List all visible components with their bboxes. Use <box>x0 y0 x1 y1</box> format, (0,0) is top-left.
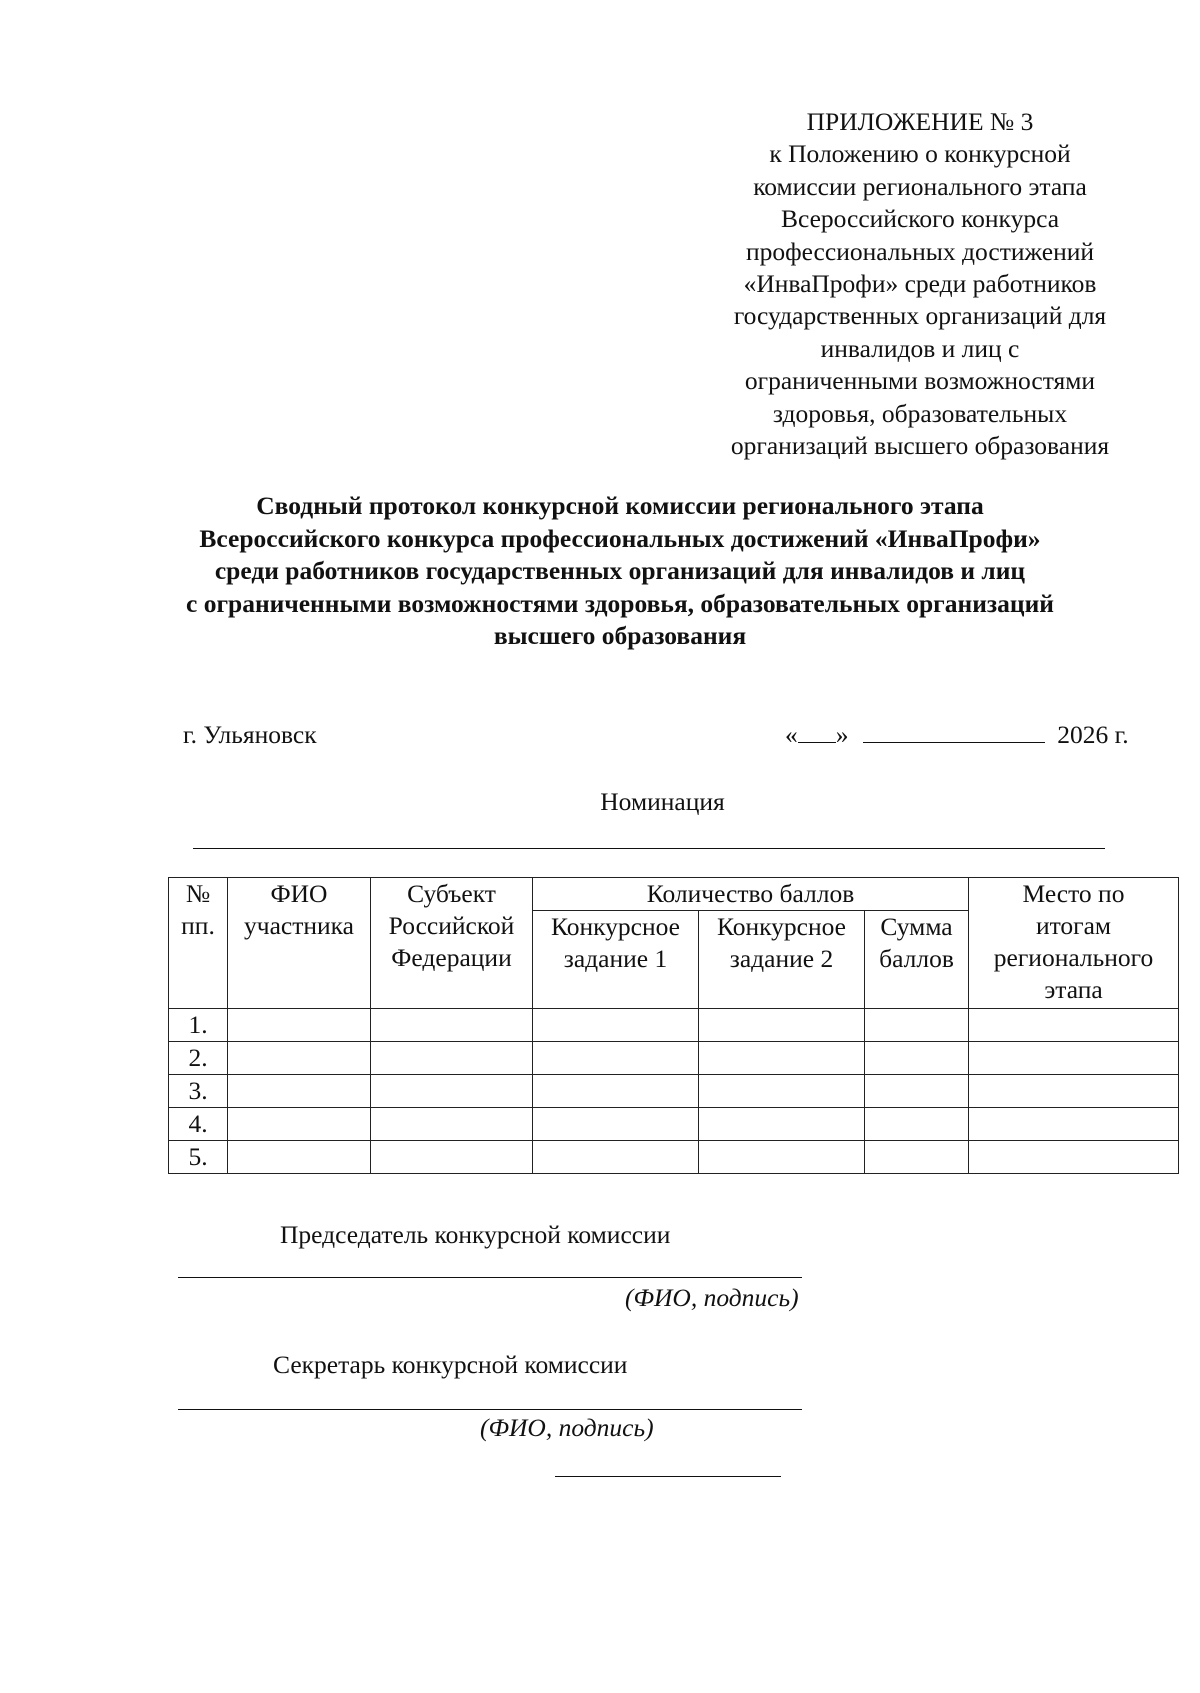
place-label: г. Ульяновск <box>183 720 317 749</box>
title-line: Всероссийского конкурса профессиональных достижений «ИнваПрофи» <box>199 523 1041 553</box>
table-row <box>169 1009 1179 1042</box>
cell-place[interactable] <box>969 1141 1179 1174</box>
header-text: итогам <box>1035 911 1112 940</box>
cell-task1[interactable] <box>533 1075 699 1108</box>
header-name <box>228 878 371 1009</box>
cell-sum[interactable] <box>865 1108 969 1141</box>
cell-name[interactable] <box>228 1042 371 1075</box>
results-table <box>168 877 1179 1174</box>
chairman-hint: (ФИО, подпись) <box>625 1283 799 1312</box>
cell-name[interactable] <box>228 1009 371 1042</box>
header-task2 <box>699 911 865 1009</box>
cell-name[interactable] <box>228 1075 371 1108</box>
table-row <box>169 1042 1179 1075</box>
row-number: 5. <box>169 1141 228 1174</box>
appendix-header <box>690 106 1150 462</box>
cell-name[interactable] <box>228 1141 371 1174</box>
cell-task2[interactable] <box>699 1009 865 1042</box>
header-text: Место по <box>1022 879 1125 908</box>
row-number: 4. <box>169 1108 228 1141</box>
cell-region[interactable] <box>371 1042 533 1075</box>
appendix-line: к Положению о конкурсной <box>769 139 1071 169</box>
chairman-label: Председатель конкурсной комиссии <box>280 1220 671 1249</box>
cell-region[interactable] <box>371 1075 533 1108</box>
title-line: Сводный протокол конкурсной комиссии регионального этапа <box>256 491 984 520</box>
appendix-line: ограниченными возможностями <box>744 366 1096 396</box>
cell-sum[interactable] <box>865 1009 969 1042</box>
appendix-line: организаций высшего образования <box>730 431 1110 461</box>
cell-task2[interactable] <box>699 1042 865 1075</box>
header-text: Федерации <box>391 943 512 972</box>
header-task1 <box>533 911 699 1009</box>
header-text: Конкурсное <box>550 912 680 941</box>
cell-sum[interactable] <box>865 1042 969 1075</box>
cell-task2[interactable] <box>699 1141 865 1174</box>
header-text: этапа <box>1044 975 1103 1004</box>
title-line: среди работников государственных организаций для инвалидов и лиц <box>214 556 1026 585</box>
date-open-quote: « <box>785 720 798 749</box>
appendix-line: Всероссийского конкурса <box>780 204 1060 234</box>
cell-place[interactable] <box>969 1108 1179 1141</box>
nomination-line[interactable] <box>193 848 1105 849</box>
header-text: задание 1 <box>563 944 668 973</box>
cell-place[interactable] <box>969 1075 1179 1108</box>
cell-sum[interactable] <box>865 1141 969 1174</box>
header-text: Российской <box>388 911 515 940</box>
date-line <box>785 720 1129 750</box>
secretary-label: Секретарь конкурсной комиссии <box>273 1350 628 1379</box>
cell-region[interactable] <box>371 1141 533 1174</box>
appendix-line: инвалидов и лиц с <box>820 333 1020 363</box>
header-text: № <box>185 879 211 908</box>
header-sum <box>865 911 969 1009</box>
date-close-quote: » <box>835 720 849 749</box>
row-number: 3. <box>169 1075 228 1108</box>
table-row <box>169 1141 1179 1174</box>
header-region <box>371 878 533 1009</box>
title-line: высшего образования <box>493 621 747 650</box>
cell-task1[interactable] <box>533 1042 699 1075</box>
appendix-line: «ИнваПрофи» среди работников <box>743 269 1097 299</box>
cell-place[interactable] <box>969 1009 1179 1042</box>
cell-task1[interactable] <box>533 1108 699 1141</box>
appendix-line: государственных организаций для <box>733 301 1107 331</box>
header-text: регионального <box>993 943 1154 972</box>
table-row <box>169 1108 1179 1141</box>
document-title <box>120 490 1120 653</box>
header-text: участника <box>244 911 354 940</box>
month-blank[interactable] <box>863 720 1045 743</box>
header-text: ФИО <box>270 879 328 908</box>
appendix-line: комиссии регионального этапа <box>753 171 1087 201</box>
appendix-line: профессиональных достижений <box>745 236 1095 266</box>
secretary-signature-line[interactable] <box>178 1409 802 1410</box>
header-text: Субъект <box>407 879 496 908</box>
cell-sum[interactable] <box>865 1075 969 1108</box>
header-points-group <box>533 878 969 911</box>
header-text: Сумма <box>880 912 953 941</box>
header-text: Количество баллов <box>646 879 855 908</box>
header-text: Конкурсное <box>716 912 846 941</box>
row-number: 2. <box>169 1042 228 1075</box>
header-text: пп. <box>181 911 215 940</box>
day-blank[interactable] <box>798 720 836 743</box>
cell-task2[interactable] <box>699 1075 865 1108</box>
footer-rule <box>555 1476 781 1477</box>
title-line: с ограниченными возможностями здоровья, образовательных организаций <box>186 588 1054 618</box>
cell-name[interactable] <box>228 1108 371 1141</box>
cell-task1[interactable] <box>533 1141 699 1174</box>
date-year: 2026 г. <box>1057 720 1129 749</box>
cell-task1[interactable] <box>533 1009 699 1042</box>
cell-region[interactable] <box>371 1108 533 1141</box>
header-num <box>169 878 228 1009</box>
appendix-line: ПРИЛОЖЕНИЕ № 3 <box>806 107 1034 136</box>
cell-place[interactable] <box>969 1042 1179 1075</box>
cell-task2[interactable] <box>699 1108 865 1141</box>
header-place <box>969 878 1179 1009</box>
header-text: баллов <box>879 944 954 973</box>
row-number: 1. <box>169 1009 228 1042</box>
header-text: задание 2 <box>729 944 834 973</box>
appendix-line: здоровья, образовательных <box>772 398 1068 428</box>
nomination-label: Номинация <box>600 787 725 816</box>
cell-region[interactable] <box>371 1009 533 1042</box>
secretary-hint: (ФИО, подпись) <box>480 1413 654 1442</box>
chairman-signature-line[interactable] <box>178 1277 802 1278</box>
table-row <box>169 1075 1179 1108</box>
